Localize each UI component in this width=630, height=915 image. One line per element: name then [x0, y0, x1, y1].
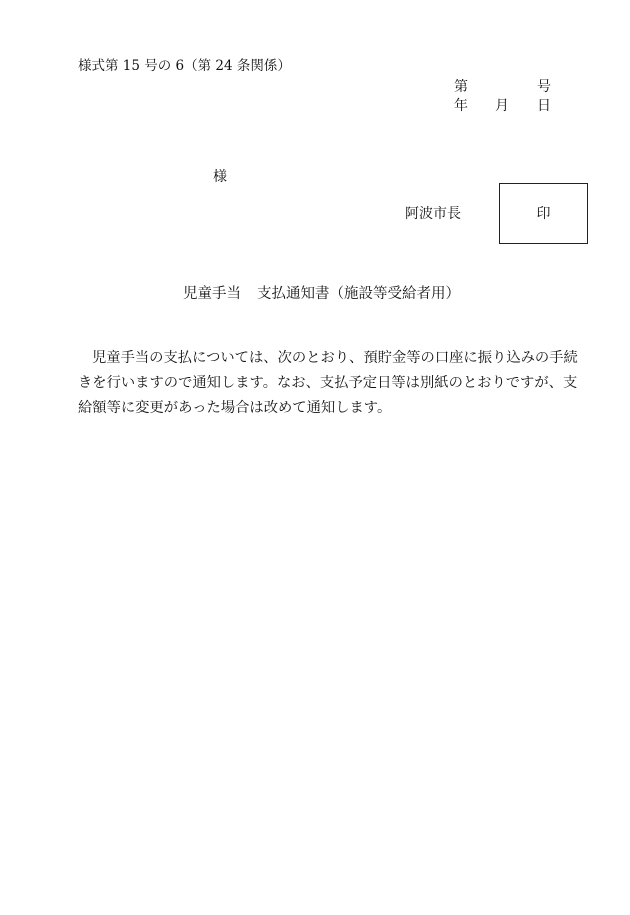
body-line: きを行いますので通知します。なお、支払予定日等は別紙のとおりですが、支 — [78, 375, 578, 391]
body-line — [78, 346, 578, 371]
body-line-text: 児童手当の支払については、次のとおり、預貯金等の口座に振り込みの手続 — [92, 350, 578, 366]
body-line: 給額等に変更があった場合は改めて通知します。 — [78, 400, 392, 416]
document-title-main: 児童手当 — [183, 286, 241, 302]
document-title — [183, 287, 460, 302]
addressee-honorific: 様 — [213, 169, 227, 185]
date-day-label: 日 — [537, 98, 551, 114]
date-year-label: 年 — [454, 98, 468, 114]
document-title-sub: 支払通知書（施設等受給者用） — [257, 286, 460, 302]
doc-number-prefix: 第 — [454, 79, 468, 95]
seal-label: 印 — [536, 205, 551, 222]
doc-number-suffix: 号 — [537, 79, 551, 95]
issuer-name: 阿波市長 — [405, 206, 461, 222]
form-number: 様式第 15 号の 6（第 24 条関係） — [78, 58, 291, 74]
seal-box — [499, 183, 588, 244]
date-month-label: 月 — [495, 98, 509, 114]
body-paragraph — [78, 346, 578, 421]
